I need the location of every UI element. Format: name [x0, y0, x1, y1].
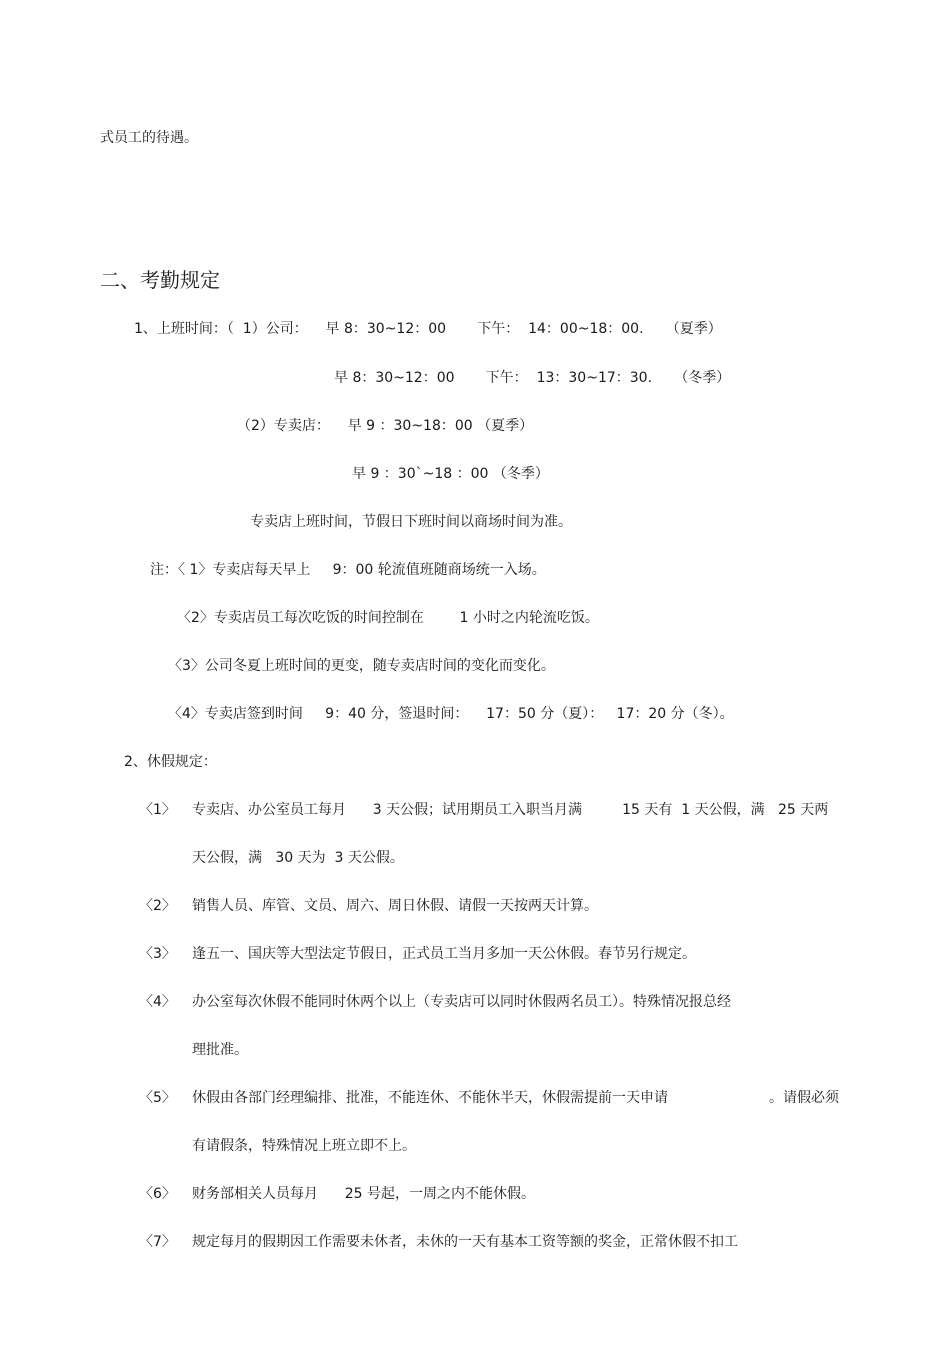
intro-text: 式员工的待遇。	[100, 130, 198, 146]
note-3: 〈3〉公司冬夏上班时间的更变，随专卖店时间的变化而变化。	[168, 658, 555, 674]
leave-item-7-num: 〈7〉	[139, 1234, 176, 1250]
leave-item-5-num: 〈5〉	[139, 1090, 176, 1106]
leave-item-5-line-1: 休假由各部门经理编排、批准，不能连休、不能休半天，休假需提前一天申请	[192, 1090, 668, 1106]
leave-item-5-line-2: 有请假条，特殊情况上班立即不上。	[192, 1138, 416, 1154]
leave-item-3-line-1: 逢五一、国庆等大型法定节假日，正式员工当月多加一天公休假。春节另行规定。	[192, 946, 696, 962]
leave-item-2-num: 〈2〉	[139, 898, 176, 914]
leave-item-1-line-2: 天公假，满 30 天为 3 天公假。	[192, 850, 404, 866]
leave-item-6-line-1: 财务部相关人员每月 25 号起，一周之内不能休假。	[192, 1186, 535, 1202]
work-hours-line-3: （2）专卖店： 早 9 ：30~18：00 （夏季）	[237, 418, 534, 434]
leave-item-7-line-1: 规定每月的假期因工作需要未休者，未休的一天有基本工资等额的奖金，正常休假不扣工	[192, 1234, 738, 1250]
leave-item-1-num: 〈1〉	[139, 802, 176, 818]
work-hours-line-5: 专卖店上班时间，节假日下班时间以商场时间为准。	[250, 514, 572, 530]
leave-item-4-line-2: 理批准。	[192, 1042, 248, 1058]
leave-item-4-line-1: 办公室每次休假不能同时休两个以上（专卖店可以同时休假两名员工）。特殊情况报总经	[192, 994, 731, 1010]
note-4: 〈4〉专卖店签到时间 9：40 分，签退时间： 17：50 分（夏）： 17：20 分（冬）。	[168, 706, 734, 722]
note-1: 注：〈 1〉专卖店每天早上 9：00 轮流值班随商场统一入场。	[150, 562, 546, 578]
leave-item-6-num: 〈6〉	[139, 1186, 176, 1202]
leave-item-4-num: 〈4〉	[139, 994, 176, 1010]
work-hours-line-1: 1、上班时间：（ 1）公司： 早 8：30~12：00 下午： 14：00~18：00. （夏季）	[134, 321, 722, 337]
leave-item-3-num: 〈3〉	[139, 946, 176, 962]
section-title: 二、考勤规定	[100, 268, 220, 292]
leave-item-1-line-1: 专卖店、办公室员工每月 3 天公假；试用期员工入职当月满 15 天有 1 天公假，满 25 天两	[192, 802, 829, 818]
work-hours-line-2: 早 8：30~12：00 下午： 13：30~17：30. （冬季）	[334, 370, 731, 386]
leave-item-5-line-1-end: 。请假必须	[769, 1090, 839, 1106]
leave-title: 2、休假规定：	[124, 754, 217, 770]
note-2: 〈2〉专卖店员工每次吃饭的时间控制在 1 小时之内轮流吃饭。	[177, 610, 599, 626]
work-hours-line-4: 早 9 ：30`~18 ：00 （冬季）	[352, 466, 549, 482]
leave-item-2-line-1: 销售人员、库管、文员、周六、周日休假、请假一天按两天计算。	[192, 898, 598, 914]
